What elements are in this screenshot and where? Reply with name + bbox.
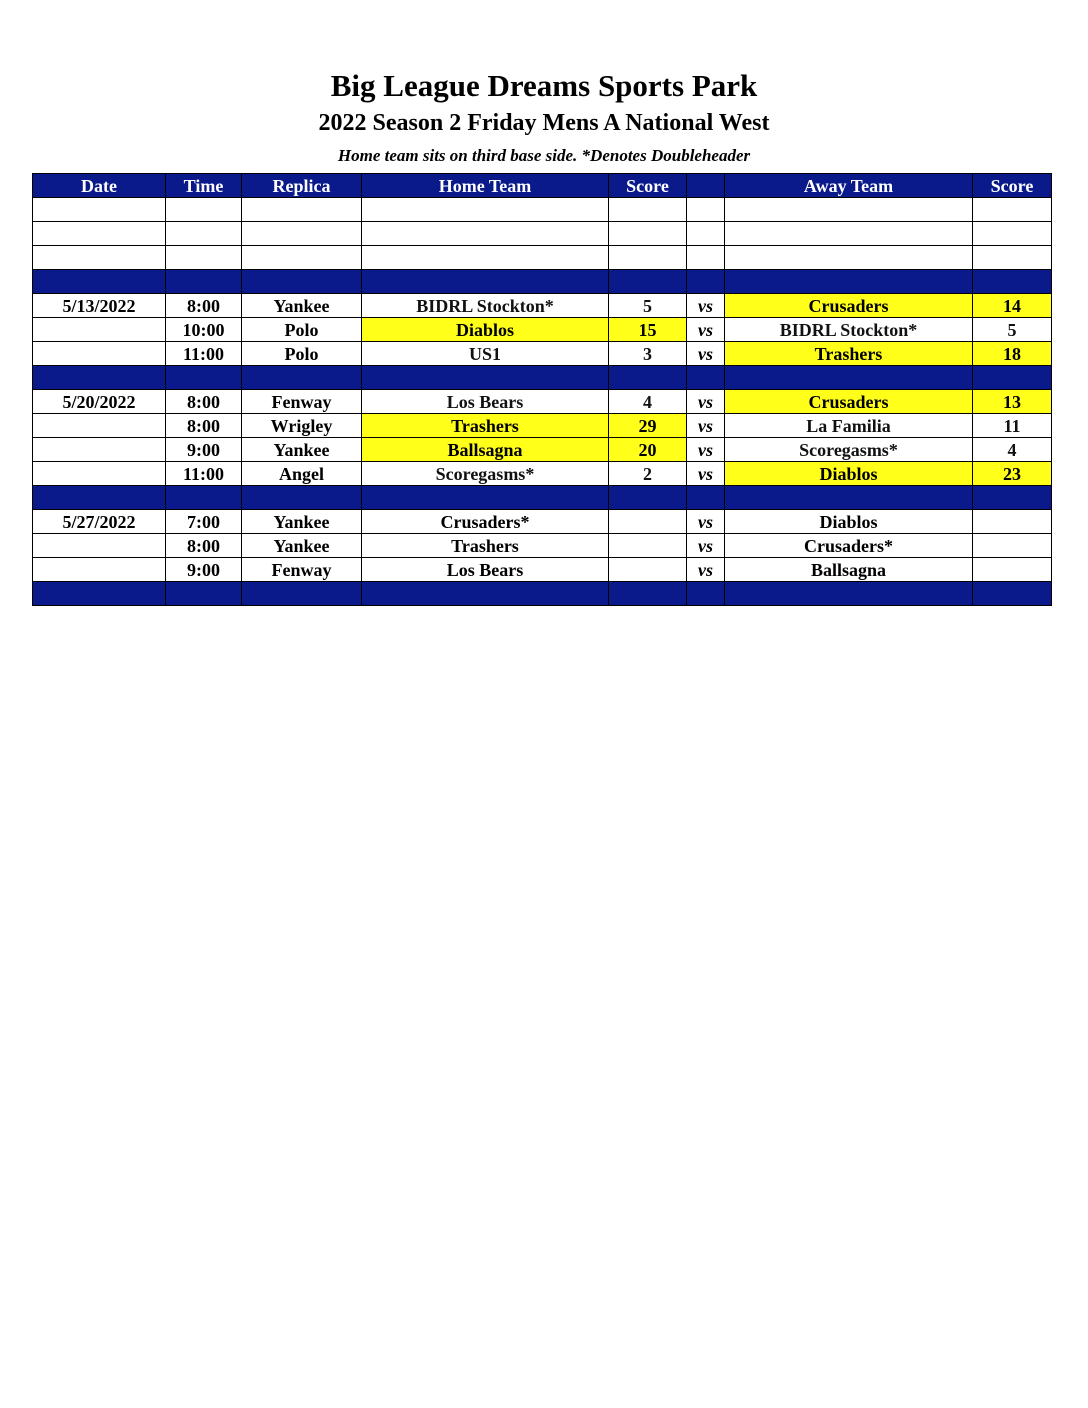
game-time: 11:00	[166, 342, 242, 366]
col-away-score: Score	[973, 174, 1052, 198]
col-home-score: Score	[609, 174, 687, 198]
game-time: 8:00	[166, 534, 242, 558]
game-row	[33, 558, 1052, 582]
game-replica: Angel	[242, 462, 362, 486]
game-time: 8:00	[166, 294, 242, 318]
game-date	[33, 558, 166, 582]
vs-label: vs	[687, 390, 725, 414]
vs-label: vs	[687, 342, 725, 366]
home-score	[609, 510, 687, 534]
game-date	[33, 414, 166, 438]
away-score	[973, 558, 1052, 582]
game-time: 9:00	[166, 438, 242, 462]
home-team: Ballsagna	[362, 438, 609, 462]
blank-cell	[687, 246, 725, 270]
vs-label: vs	[687, 510, 725, 534]
game-row	[33, 462, 1052, 486]
game-time: 10:00	[166, 318, 242, 342]
home-score: 4	[609, 390, 687, 414]
blank-row	[33, 222, 1052, 246]
vs-label: vs	[687, 414, 725, 438]
game-replica: Fenway	[242, 558, 362, 582]
away-score	[973, 534, 1052, 558]
away-score: 4	[973, 438, 1052, 462]
home-team: Scoregasms*	[362, 462, 609, 486]
game-time: 11:00	[166, 462, 242, 486]
game-date: 5/27/2022	[33, 510, 166, 534]
away-score: 11	[973, 414, 1052, 438]
home-score: 29	[609, 414, 687, 438]
home-team: Trashers	[362, 414, 609, 438]
away-team: Scoregasms*	[725, 438, 973, 462]
away-score: 5	[973, 318, 1052, 342]
game-row	[33, 414, 1052, 438]
away-team: Ballsagna	[725, 558, 973, 582]
col-away-team: Away Team	[725, 174, 973, 198]
separator-row	[33, 486, 1052, 510]
blank-cell	[242, 246, 362, 270]
col-date: Date	[33, 174, 166, 198]
blank-cell	[166, 246, 242, 270]
game-replica: Yankee	[242, 510, 362, 534]
game-time: 9:00	[166, 558, 242, 582]
blank-cell	[725, 246, 973, 270]
blank-cell	[973, 222, 1052, 246]
vs-label: vs	[687, 462, 725, 486]
blank-row	[33, 198, 1052, 222]
game-time: 8:00	[166, 390, 242, 414]
game-row	[33, 342, 1052, 366]
blank-cell	[166, 198, 242, 222]
away-score	[973, 510, 1052, 534]
game-date: 5/13/2022	[33, 294, 166, 318]
game-replica: Yankee	[242, 294, 362, 318]
home-score	[609, 534, 687, 558]
away-team: Trashers	[725, 342, 973, 366]
game-row	[33, 294, 1052, 318]
header-row	[33, 174, 1052, 198]
vs-label: vs	[687, 558, 725, 582]
home-score: 15	[609, 318, 687, 342]
game-time: 7:00	[166, 510, 242, 534]
blank-cell	[33, 246, 166, 270]
away-team: Crusaders*	[725, 534, 973, 558]
home-team: BIDRL Stockton*	[362, 294, 609, 318]
blank-cell	[609, 222, 687, 246]
home-score: 5	[609, 294, 687, 318]
blank-cell	[973, 246, 1052, 270]
blank-cell	[166, 222, 242, 246]
away-score: 14	[973, 294, 1052, 318]
game-replica: Yankee	[242, 534, 362, 558]
blank-cell	[973, 198, 1052, 222]
game-date: 5/20/2022	[33, 390, 166, 414]
vs-label: vs	[687, 318, 725, 342]
game-date	[33, 534, 166, 558]
blank-cell	[33, 198, 166, 222]
separator-row	[33, 366, 1052, 390]
game-date	[33, 462, 166, 486]
col-replica: Replica	[242, 174, 362, 198]
doubleheader-note: Home team sits on third base side. *Denotes Doubleheader	[337, 146, 751, 165]
game-date	[33, 438, 166, 462]
game-replica: Yankee	[242, 438, 362, 462]
blank-cell	[362, 198, 609, 222]
schedule-table	[32, 173, 1052, 606]
game-replica: Polo	[242, 318, 362, 342]
away-team: Crusaders	[725, 390, 973, 414]
game-row	[33, 534, 1052, 558]
blank-cell	[687, 222, 725, 246]
game-row	[33, 438, 1052, 462]
col-home-team: Home Team	[362, 174, 609, 198]
blank-cell	[687, 198, 725, 222]
game-row	[33, 390, 1052, 414]
separator-row	[33, 582, 1052, 606]
col-time: Time	[166, 174, 242, 198]
vs-label: vs	[687, 294, 725, 318]
home-team: Crusaders*	[362, 510, 609, 534]
page-title: Big League Dreams Sports Park	[330, 68, 758, 103]
separator-row	[33, 270, 1052, 294]
home-team: Los Bears	[362, 390, 609, 414]
game-date	[33, 318, 166, 342]
page-subtitle: 2022 Season 2 Friday Mens A National West	[318, 110, 770, 136]
home-score: 20	[609, 438, 687, 462]
blank-cell	[242, 198, 362, 222]
blank-row	[33, 246, 1052, 270]
home-team: Los Bears	[362, 558, 609, 582]
blank-cell	[609, 246, 687, 270]
game-row	[33, 318, 1052, 342]
vs-label: vs	[687, 534, 725, 558]
vs-label: vs	[687, 438, 725, 462]
home-score	[609, 558, 687, 582]
away-team: Diablos	[725, 510, 973, 534]
col-vs	[687, 174, 725, 198]
home-score: 2	[609, 462, 687, 486]
blank-cell	[362, 246, 609, 270]
home-score: 3	[609, 342, 687, 366]
away-team: Diablos	[725, 462, 973, 486]
blank-cell	[609, 198, 687, 222]
blank-cell	[33, 222, 166, 246]
blank-cell	[242, 222, 362, 246]
game-replica: Fenway	[242, 390, 362, 414]
game-row	[33, 510, 1052, 534]
away-score: 13	[973, 390, 1052, 414]
away-team: BIDRL Stockton*	[725, 318, 973, 342]
away-score: 18	[973, 342, 1052, 366]
away-score: 23	[973, 462, 1052, 486]
away-team: La Familia	[725, 414, 973, 438]
blank-cell	[725, 198, 973, 222]
home-team: Trashers	[362, 534, 609, 558]
home-team: US1	[362, 342, 609, 366]
blank-cell	[362, 222, 609, 246]
blank-cell	[725, 222, 973, 246]
game-time: 8:00	[166, 414, 242, 438]
home-team: Diablos	[362, 318, 609, 342]
game-replica: Wrigley	[242, 414, 362, 438]
game-replica: Polo	[242, 342, 362, 366]
away-team: Crusaders	[725, 294, 973, 318]
game-date	[33, 342, 166, 366]
